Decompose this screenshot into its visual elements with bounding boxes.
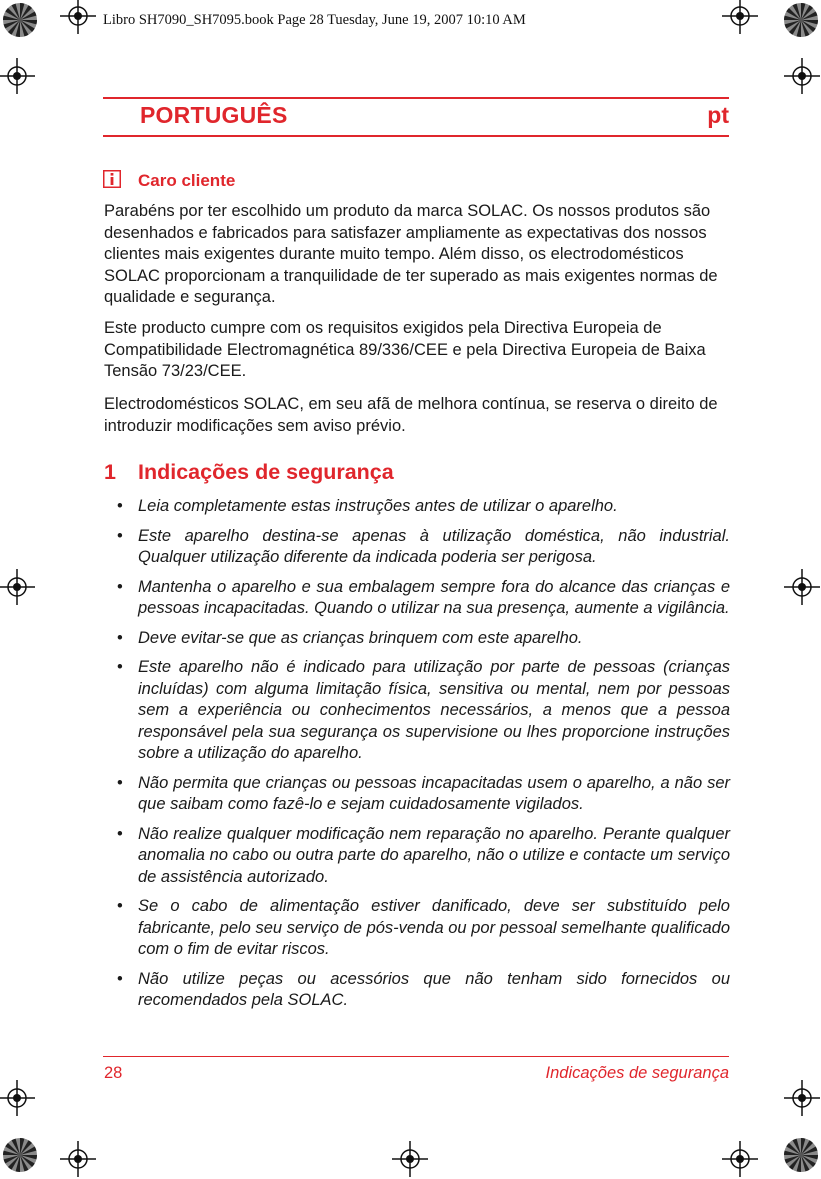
- print-header: Libro SH7090_SH7095.book Page 28 Tuesday, June 19, 2007 10:10 AM: [103, 12, 526, 28]
- list-item-text: Este aparelho destina-se apenas à utilização doméstica, não industrial. Qualquer utilização diferente da indicada poderia ser perigosa.: [138, 526, 730, 566]
- list-item: [104, 628, 730, 650]
- intro-paragraph: Electrodomésticos SOLAC, em seu afã de melhora contínua, se reserva o direito de introduzir modificações sem aviso prévio.: [104, 395, 718, 435]
- bullet-icon: •: [117, 824, 123, 843]
- safety-list: [104, 496, 730, 1020]
- list-item: [104, 969, 730, 1012]
- list-item-text: Este aparelho não é indicado para utilização por parte de pessoas (crianças incluídas) com alguma limitação física, sensitiva ou mental, nem por pessoas sem a experiência ou conhecimentos necessários, a menos que a pessoa responsável pela sua segurança os supervisione ou lhes proporcione instruções sobre a utilização do aparelho.: [138, 658, 730, 762]
- list-item: [104, 773, 730, 816]
- registration-mark-icon: [58, 0, 98, 36]
- bullet-icon: •: [117, 969, 123, 988]
- section-heading: [104, 460, 394, 485]
- bullet-icon: •: [117, 773, 123, 792]
- list-item-text: Não realize qualquer modificação nem reparação no aparelho. Perante qualquer anomalia no cabo ou outra parte do aparelho, não o utilize e contacte um serviço de assistência autorizado.: [138, 824, 730, 886]
- list-item-text: Deve evitar-se que as crianças brinquem com este aparelho.: [138, 628, 583, 647]
- bullet-icon: •: [117, 658, 123, 676]
- registration-mark-icon: [0, 1078, 37, 1118]
- footer-section-title: Indicações de segurança: [545, 1064, 729, 1082]
- registration-mark-icon: [0, 567, 37, 607]
- bullet-icon: •: [117, 497, 123, 515]
- section-title: Indicações de segurança: [138, 460, 394, 484]
- list-item-text: Leia completamente estas instruções antes de utilizar o aparelho.: [138, 497, 618, 515]
- corner-starburst-icon: [2, 1137, 38, 1173]
- list-item: [104, 896, 730, 961]
- bullet-icon: •: [117, 526, 123, 545]
- corner-starburst-icon: [783, 2, 819, 38]
- list-item: [104, 824, 730, 889]
- footer-rule: [103, 1056, 729, 1057]
- corner-starburst-icon: [2, 2, 38, 38]
- registration-mark-icon: [58, 1139, 98, 1179]
- registration-mark-icon: [720, 1139, 760, 1179]
- list-item-text: Não utilize peças ou acessórios que não tenham sido fornecidos ou recomendados pela SOLAC.: [138, 969, 730, 1009]
- intro-heading: Caro cliente: [138, 171, 236, 190]
- language-code: pt: [707, 102, 729, 128]
- registration-mark-icon: [782, 1078, 821, 1118]
- registration-mark-icon: [0, 56, 37, 96]
- list-item: [104, 577, 730, 620]
- list-item: [104, 496, 730, 518]
- header-bottom-rule: [103, 135, 729, 137]
- registration-mark-icon: [782, 567, 821, 607]
- list-item: [104, 657, 730, 765]
- bullet-icon: •: [117, 628, 123, 647]
- bullet-icon: •: [117, 577, 123, 596]
- registration-mark-icon: [782, 56, 821, 96]
- registration-mark-icon: [720, 0, 760, 36]
- header-top-rule: [103, 97, 729, 99]
- page-number: 28: [104, 1064, 123, 1082]
- list-item-text: Se o cabo de alimentação estiver danificado, deve ser substituído pelo fabricante, pelo seu serviço de pós-venda ou por pessoal semelhante qualificado com o fim de evitar riscos.: [138, 897, 730, 958]
- info-icon: [103, 170, 121, 188]
- list-item: [104, 526, 730, 569]
- registration-mark-icon: [390, 1139, 430, 1179]
- bullet-icon: •: [117, 897, 123, 915]
- intro-paragraph: Parabéns por ter escolhido um produto da marca SOLAC. Os nossos produtos são desenhados e fabricados para satisfazer ampliamente as expectativas dos nossos clientes mais exigentes durante muito tempo. Além disso, os electrodomésticos SOLAC proporcionam a tranquilidade de ter superado as mais exigentes normas de qualidade e segurança.: [104, 202, 718, 306]
- corner-starburst-icon: [783, 1137, 819, 1173]
- intro-paragraph: Este producto cumpre com os requisitos exigidos pela Directiva Europeia de Compatibilidade Electromagnética 89/336/CEE e pela Directiva Europeia de Baixa Tensão 73/23/CEE.: [104, 319, 706, 380]
- language-title: PORTUGUÊS: [140, 102, 288, 128]
- list-item-text: Não permita que crianças ou pessoas incapacitadas usem o aparelho, a não ser que saibam como fazê-lo e sejam cuidadosamente vigilados.: [138, 773, 730, 813]
- list-item-text: Mantenha o aparelho e sua embalagem sempre fora do alcance das crianças e pessoas incapacitadas. Quando o utilizar na sua presença, aumente a vigilância.: [138, 577, 730, 617]
- section-number: 1: [104, 460, 116, 484]
